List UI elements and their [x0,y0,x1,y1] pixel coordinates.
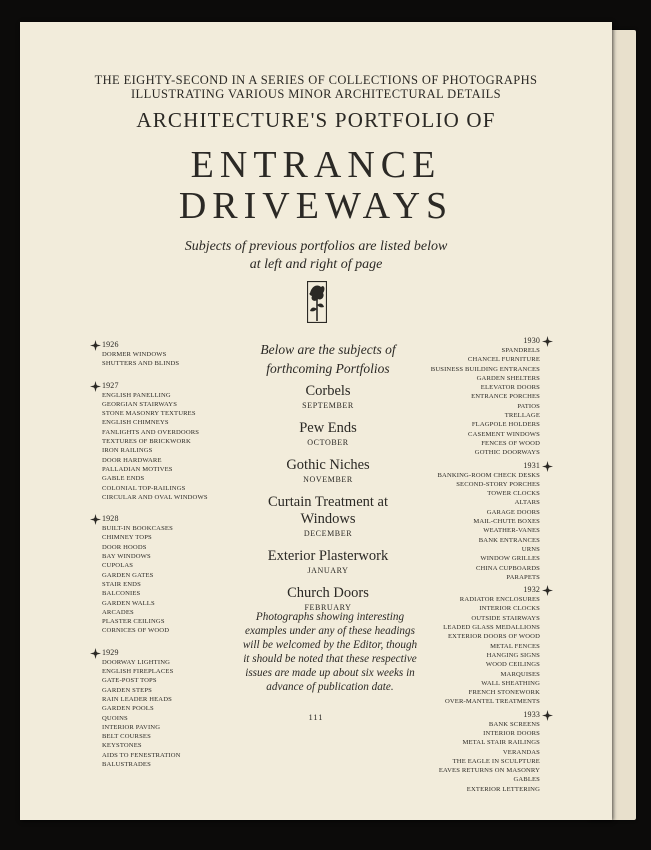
subject-item: FENCES OF WOOD [481,439,540,447]
subject-item: SHUTTERS AND BLINDS [102,360,180,368]
subject-item: GOTHIC DOORWAYS [474,449,540,457]
subject-item: WEATHER-VANES [483,527,540,535]
page-title-line-1: ENTRANCE [190,144,442,186]
subject-item: COLONIAL TOP-RAILINGS [102,484,186,492]
header-line-2: ILLUSTRATING VARIOUS MINOR ARCHITECTURAL DETAILS [130,87,502,101]
subject-item: BANKING-ROOM CHECK DESKS [437,471,540,479]
diamond-star-icon [90,514,101,525]
subject-item: GARDEN STEPS [102,686,152,694]
subject-item: GARDEN POOLS [102,705,154,713]
subject-item: LEADED GLASS MEDALLIONS [443,624,540,632]
subject-item: PALLADIAN MOTIVES [102,465,173,473]
subject-item: KEYSTONES [102,742,142,750]
header-line-1: THE EIGHTY-SECOND IN A SERIES OF COLLECTIONS OF PHOTOGRAPHS [94,73,538,87]
year-group [102,648,252,770]
subject-item: DOOR HOODS [102,543,147,551]
portfolio-emblem-icon [307,281,327,328]
forthcoming-title: Corbels [305,383,351,399]
subject-item: SPANDRELS [501,347,540,354]
subject-item: PLASTER CEILINGS [102,618,165,626]
year-label: 1930 [370,336,540,346]
subject-item: HANGING SIGNS [486,651,540,659]
subject-item: MARQUISES [500,670,540,678]
year-group [102,514,252,636]
subject-item: BALUSTRADES [102,760,151,768]
forthcoming-list [248,383,408,613]
subject-item: GABLES [513,776,540,784]
subject-item: TOWER CLOCKS [487,490,540,498]
subject-item: BALCONIES [102,590,141,598]
forthcoming-intro-line-2: forthcoming Portfolios [266,361,390,376]
year-group [370,710,540,794]
year-label: 1926 [102,340,252,350]
forthcoming-month: SEPTEMBER [302,401,354,410]
subject-item: AIDS TO FENESTRATION [102,751,181,759]
subject-item: CHINA CUPBOARDS [476,564,540,572]
subject-item: BELT COURSES [102,733,151,741]
forthcoming-intro [248,340,408,378]
subject-item: GARDEN SHELTERS [476,374,540,382]
subject-item: OUTSIDE STAIRWAYS [471,614,540,622]
subject-item: ENTRANCE PORCHES [471,393,540,401]
previous-note-line-2: at left and right of page [249,257,383,272]
subject-item: PARAPETS [506,573,540,581]
page-number: 111 [308,712,324,722]
subject-item: RAIN LEADER HEADS [102,695,172,703]
subject-item: WOOD CEILINGS [485,661,540,669]
subject-item: EXTERIOR LETTERING [466,785,540,793]
year-label: 1927 [102,381,252,391]
subject-item: GEORGIAN STAIRWAYS [102,400,178,408]
subject-item: ARCADES [102,608,134,616]
subject-item: CHANCEL FURNITURE [467,356,540,364]
subject-item: METAL FENCES [490,642,540,650]
subject-item: WALL SHEATHING [481,679,540,687]
forthcoming-title: Church Doors [287,585,369,601]
diamond-star-icon [90,340,101,351]
year-label: 1931 [370,461,540,471]
subject-item: FANLIGHTS AND OVERDOORS [102,428,200,436]
header-subtitle [20,73,612,101]
subject-item: URNS [521,545,540,553]
subject-item: TRELLAGE [504,412,540,420]
subject-item: ENGLISH FIREPLACES [102,668,174,676]
forthcoming-intro-line-1: Below are the subjects of [260,342,396,357]
previous-portfolios-note [20,238,612,274]
subject-item: EXTERIOR DOORS OF WOOD [447,633,540,641]
subject-item: GARDEN WALLS [102,599,155,607]
subject-item: ELEVATOR DOORS [480,384,540,392]
subject-item: ENGLISH PANELLING [102,391,171,399]
subject-item: IRON RAILINGS [102,447,153,455]
diamond-star-icon [542,585,553,596]
subject-item: VERANDAS [502,748,540,756]
editor-note: Photographs showing interesting examples under any of these headings will be welcomed by the Editor, though it should be noted that these respective issues are made up about six weeks in advance of publication date. [242,611,418,694]
subject-item: BUILT-IN BOOKCASES [102,525,173,533]
subject-item: QUOINS [102,714,128,722]
subject-item: GARAGE DOORS [486,508,540,516]
subject-item: DOOR HARDWARE [102,456,162,464]
forthcoming-month: OCTOBER [307,438,349,447]
diamond-star-icon [542,461,553,472]
diamond-star-icon [90,381,101,392]
subject-item: OVER-MANTEL TREATMENTS [444,698,540,706]
subject-item: ENGLISH CHIMNEYS [102,419,169,427]
subject-item: CIRCULAR AND OVAL WINDOWS [102,493,208,501]
subject-item: DOORWAY LIGHTING [102,658,171,666]
year-label: 1933 [370,710,540,720]
forthcoming-month: FEBRUARY [304,603,352,612]
subject-item: THE EAGLE IN SCULPTURE [452,757,540,765]
subject-item: CUPOLAS [102,562,134,570]
subject-item: EAVES RETURNS ON MASONRY [438,767,540,775]
subject-item: PATIOS [517,402,540,410]
year-label: 1929 [102,648,252,658]
previous-note-line-1: Subjects of previous portfolios are listed below [184,239,448,254]
forthcoming-title: Gothic Niches [286,457,370,473]
subject-item: GATE-POST TOPS [102,677,157,685]
year-group [102,340,252,369]
subject-item: METAL STAIR RAILINGS [462,739,540,747]
document-page [20,22,612,820]
subject-item: STAIR ENDS [102,580,141,588]
forthcoming-month: DECEMBER [303,529,353,538]
subject-item: GARDEN GATES [102,571,154,579]
subject-item: CHIMNEY TOPS [102,534,152,542]
forthcoming-title: Pew Ends [299,420,357,436]
subject-item: STONE MASONRY TEXTURES [102,410,196,418]
subject-item: FLAGPOLE HOLDERS [471,421,540,429]
subject-item: RADIATOR ENCLOSURES [459,596,540,604]
diamond-star-icon [542,336,553,347]
series-title: ARCHITECTURE'S PORTFOLIO OF [136,108,496,132]
forthcoming-title: Exterior Plasterwork [267,548,389,564]
year-group [102,381,252,503]
subject-item: SECOND-STORY PORCHES [456,480,540,488]
subject-item: FRENCH STONEWORK [468,689,540,697]
subject-item: DORMER WINDOWS [102,351,167,358]
page-title-line-2: DRIVEWAYS [178,185,454,227]
subject-item: BANK SCREENS [488,720,540,728]
subject-item: MAIL-CHUTE BOXES [473,518,540,526]
subject-item: WINDOW GRILLES [480,555,540,563]
year-label: 1932 [370,585,540,595]
subject-item: BUSINESS BUILDING ENTRANCES [430,365,540,373]
subject-item: BAY WINDOWS [102,553,151,561]
year-label: 1928 [102,514,252,524]
subject-item: INTERIOR PAVING [102,723,161,731]
forthcoming-month: NOVEMBER [303,475,353,484]
subject-item: TEXTURES OF BRICKWORK [102,438,191,446]
diamond-star-icon [90,648,101,659]
forthcoming-portfolios [248,340,408,622]
subject-item: CASEMENT WINDOWS [468,430,540,438]
forthcoming-title: Curtain Treatment at Windows [267,494,388,527]
subject-item: INTERIOR CLOCKS [479,605,540,613]
forthcoming-month: JANUARY [307,566,349,575]
subject-item: GABLE ENDS [102,475,145,483]
subject-item: INTERIOR DOORS [483,729,540,737]
subject-item: BANK ENTRANCES [478,536,540,544]
subject-item: ALTARS [514,499,540,507]
subject-item: CORNICES OF WOOD [102,627,170,635]
